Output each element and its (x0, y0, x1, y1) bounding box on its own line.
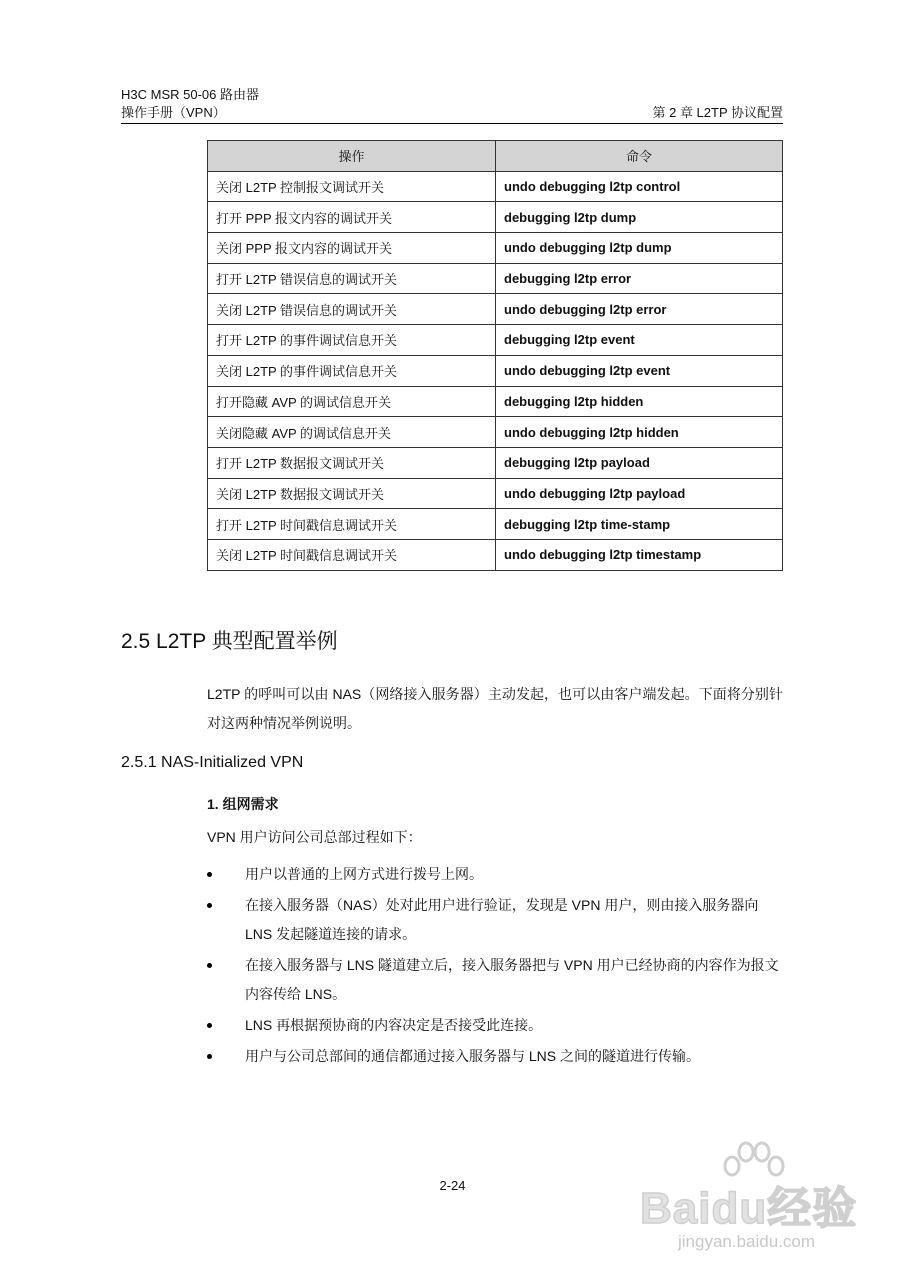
header-manual: 操作手册（VPN） (121, 105, 226, 120)
command-cell: undo debugging l2tp control (496, 171, 783, 202)
column-header-operation: 操作 (208, 141, 496, 172)
table-row (208, 447, 783, 478)
header-chapter: 第 2 章 L2TP 协议配置 (652, 105, 783, 120)
operation-cell: 关闭 L2TP 的事件调试信息开关 (208, 355, 496, 386)
list-item (207, 1042, 783, 1071)
item-title: 1. 组网需求 (207, 796, 279, 812)
operation-cell: 关闭 L2TP 时间戳信息调试开关 (208, 539, 496, 570)
intro-text: VPN 用户访问公司总部过程如下： (207, 829, 422, 845)
table-row (208, 325, 783, 356)
command-cell: debugging l2tp hidden (496, 386, 783, 417)
command-cell: debugging l2tp time-stamp (496, 509, 783, 540)
operation-cell: 关闭 L2TP 错误信息的调试开关 (208, 294, 496, 325)
command-cell: undo debugging l2tp event (496, 355, 783, 386)
column-header-command: 命令 (496, 141, 783, 172)
watermark-logo: Baidu经验 (640, 1184, 858, 1233)
operation-cell: 关闭隐藏 AVP 的调试信息开关 (208, 417, 496, 448)
bullet-icon (207, 903, 212, 908)
table-row (208, 539, 783, 570)
command-cell: debugging l2tp dump (496, 202, 783, 233)
table-row (208, 202, 783, 233)
table-row (208, 171, 783, 202)
bullet-icon (207, 1054, 212, 1059)
operation-cell: 打开 L2TP 的事件调试信息开关 (208, 325, 496, 356)
command-cell: undo debugging l2tp dump (496, 233, 783, 264)
command-cell: undo debugging l2tp payload (496, 478, 783, 509)
list-item-text: 在接入服务器（NAS）处对此用户进行验证，发现是 VPN 用户，则由接入服务器向 LNS 发起隧道连接的请求。 (245, 897, 759, 942)
list-item-text: LNS 再根据预协商的内容决定是否接受此连接。 (245, 1017, 543, 1033)
debug-command-table (207, 140, 783, 571)
list-item (207, 860, 783, 889)
table-row (208, 386, 783, 417)
bullet-icon (207, 963, 212, 968)
list-item-text: 用户与公司总部间的通信都通过接入服务器与 LNS 之间的隧道进行传输。 (245, 1048, 701, 1064)
list-item (207, 891, 783, 949)
table-row (208, 294, 783, 325)
operation-cell: 打开 L2TP 错误信息的调试开关 (208, 263, 496, 294)
header-divider (121, 123, 783, 124)
list-item (207, 1011, 783, 1040)
table-row (208, 509, 783, 540)
operation-cell: 打开 L2TP 数据报文调试开关 (208, 447, 496, 478)
table-row (208, 478, 783, 509)
table-row (208, 417, 783, 448)
list-item-text: 用户以普通的上网方式进行拨号上网。 (245, 866, 483, 882)
operation-cell: 关闭 L2TP 数据报文调试开关 (208, 478, 496, 509)
command-cell: debugging l2tp payload (496, 447, 783, 478)
table-header-row (208, 141, 783, 172)
section-title: 2.5 L2TP 典型配置举例 (121, 630, 338, 653)
command-cell: undo debugging l2tp timestamp (496, 539, 783, 570)
list-item (207, 951, 783, 1009)
watermark-url: jingyan.baidu.com (678, 1232, 816, 1251)
operation-cell: 打开 L2TP 时间戳信息调试开关 (208, 509, 496, 540)
command-cell: debugging l2tp error (496, 263, 783, 294)
subsection-title: 2.5.1 NAS-Initialized VPN (121, 754, 304, 771)
requirement-list (207, 860, 783, 1073)
table-row (208, 355, 783, 386)
operation-cell: 打开 PPP 报文内容的调试开关 (208, 202, 496, 233)
list-item-text: 在接入服务器与 LNS 隧道建立后，接入服务器把与 VPN 用户已经协商的内容作为报文内容传给 LNS。 (245, 957, 779, 1002)
command-cell: undo debugging l2tp error (496, 294, 783, 325)
operation-cell: 打开隐藏 AVP 的调试信息开关 (208, 386, 496, 417)
section-paragraph: L2TP 的呼叫可以由 NAS（网络接入服务器）主动发起，也可以由客户端发起。下面将分别针对这两种情况举例说明。 (207, 686, 783, 731)
page-number: 2-24 (439, 1178, 466, 1193)
command-cell: undo debugging l2tp hidden (496, 417, 783, 448)
page-header (121, 86, 783, 122)
command-cell: debugging l2tp event (496, 325, 783, 356)
bullet-icon (207, 1023, 212, 1028)
operation-cell: 关闭 PPP 报文内容的调试开关 (208, 233, 496, 264)
bullet-icon (207, 872, 212, 877)
baidu-watermark (640, 1140, 860, 1260)
table-row (208, 263, 783, 294)
table-row (208, 233, 783, 264)
operation-cell: 关闭 L2TP 控制报文调试开关 (208, 171, 496, 202)
header-product: H3C MSR 50-06 路由器 (121, 87, 259, 102)
